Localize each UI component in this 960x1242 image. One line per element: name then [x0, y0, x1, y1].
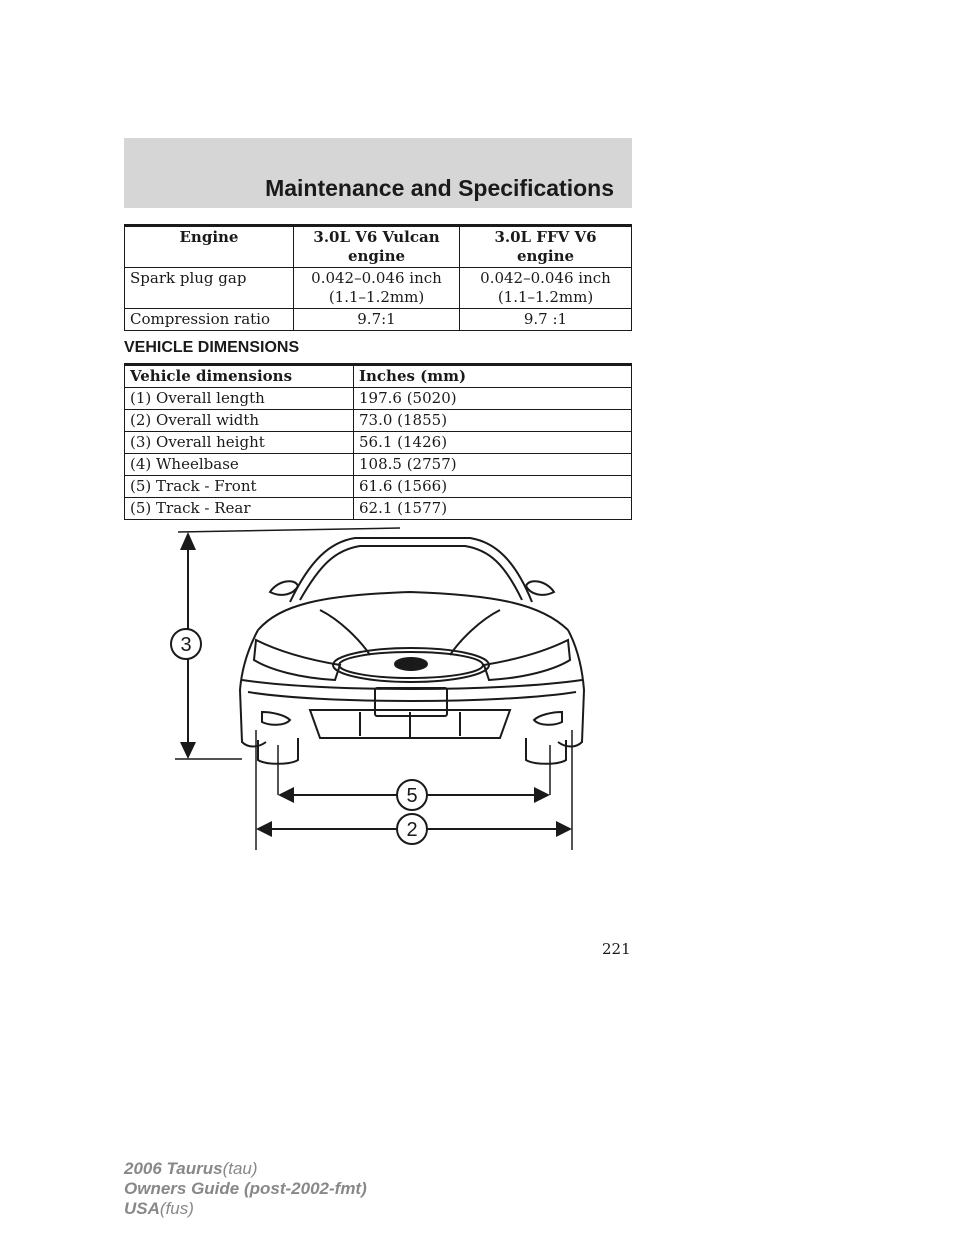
- section-title: Maintenance and Specifications: [265, 175, 614, 201]
- callout-label: 3: [180, 634, 192, 656]
- table-cell: 9.7 :1: [460, 309, 632, 331]
- table-row: [125, 476, 632, 498]
- table-row: [125, 268, 632, 309]
- table-cell: 108.5 (2757): [354, 454, 632, 476]
- footer-model: 2006 Taurus: [124, 1159, 223, 1178]
- callout-2: [397, 814, 427, 844]
- header-line: 3.0L V6 Vulcan: [313, 228, 440, 246]
- table-cell: 9.7:1: [294, 309, 460, 331]
- table-header-row: [125, 226, 632, 268]
- footer-market-code: (fus): [159, 1199, 194, 1218]
- row-label: (3) Overall height: [125, 432, 354, 454]
- table-row: [125, 309, 632, 331]
- footer-model-code: (tau): [222, 1159, 258, 1178]
- header-line: engine: [347, 247, 406, 265]
- table-header-row: [125, 365, 632, 388]
- column-header-inches: Inches (mm): [354, 365, 632, 388]
- cell-line: 0.042–0.046 inch: [480, 269, 611, 287]
- column-header-engine: Engine: [125, 226, 294, 268]
- table-row: [125, 498, 632, 520]
- page-number: 221: [602, 940, 631, 958]
- footer-line: [124, 1159, 367, 1179]
- table-cell: 197.6 (5020): [354, 388, 632, 410]
- table-cell: 56.1 (1426): [354, 432, 632, 454]
- vehicle-dimensions-table: [124, 363, 632, 520]
- section-heading: VEHICLE DIMENSIONS: [124, 339, 300, 356]
- engine-spec-table: [124, 224, 632, 331]
- footer-market: USA: [124, 1199, 160, 1218]
- section-header-band: [124, 138, 632, 208]
- footer-line: [124, 1179, 367, 1199]
- footer-line: [124, 1199, 367, 1219]
- table-row: [125, 432, 632, 454]
- row-label: (2) Overall width: [125, 410, 354, 432]
- table-row: [125, 410, 632, 432]
- column-header-vulcan: [294, 226, 460, 268]
- cell-line: (1.1–1.2mm): [497, 288, 594, 306]
- column-header-dimension: Vehicle dimensions: [125, 365, 354, 388]
- callout-label: 2: [406, 819, 418, 841]
- car-outline: [175, 528, 584, 850]
- table-cell: 62.1 (1577): [354, 498, 632, 520]
- column-header-ffv: 3.0L FFV V6 engine: [460, 226, 632, 268]
- table-cell: 73.0 (1855): [354, 410, 632, 432]
- row-label: Compression ratio: [125, 309, 294, 331]
- row-label: Spark plug gap: [125, 268, 294, 309]
- cell-line: (1.1–1.2mm): [328, 288, 425, 306]
- table-cell: [294, 268, 460, 309]
- cell-line: 0.042–0.046 inch: [311, 269, 442, 287]
- row-label: (4) Wheelbase: [125, 454, 354, 476]
- table-row: [125, 454, 632, 476]
- table-row: [125, 388, 632, 410]
- table-cell: 61.6 (1566): [354, 476, 632, 498]
- row-label: (5) Track - Front: [125, 476, 354, 498]
- callout-3: [171, 629, 201, 659]
- document-footer: [124, 1159, 367, 1219]
- row-label: (1) Overall length: [125, 388, 354, 410]
- table-cell: [460, 268, 632, 309]
- callout-5: [397, 780, 427, 810]
- vehicle-front-view-diagram: [170, 520, 600, 860]
- footer-guide: Owners Guide (post-2002-fmt): [124, 1179, 367, 1198]
- callout-label: 5: [406, 785, 418, 807]
- row-label: (5) Track - Rear: [125, 498, 354, 520]
